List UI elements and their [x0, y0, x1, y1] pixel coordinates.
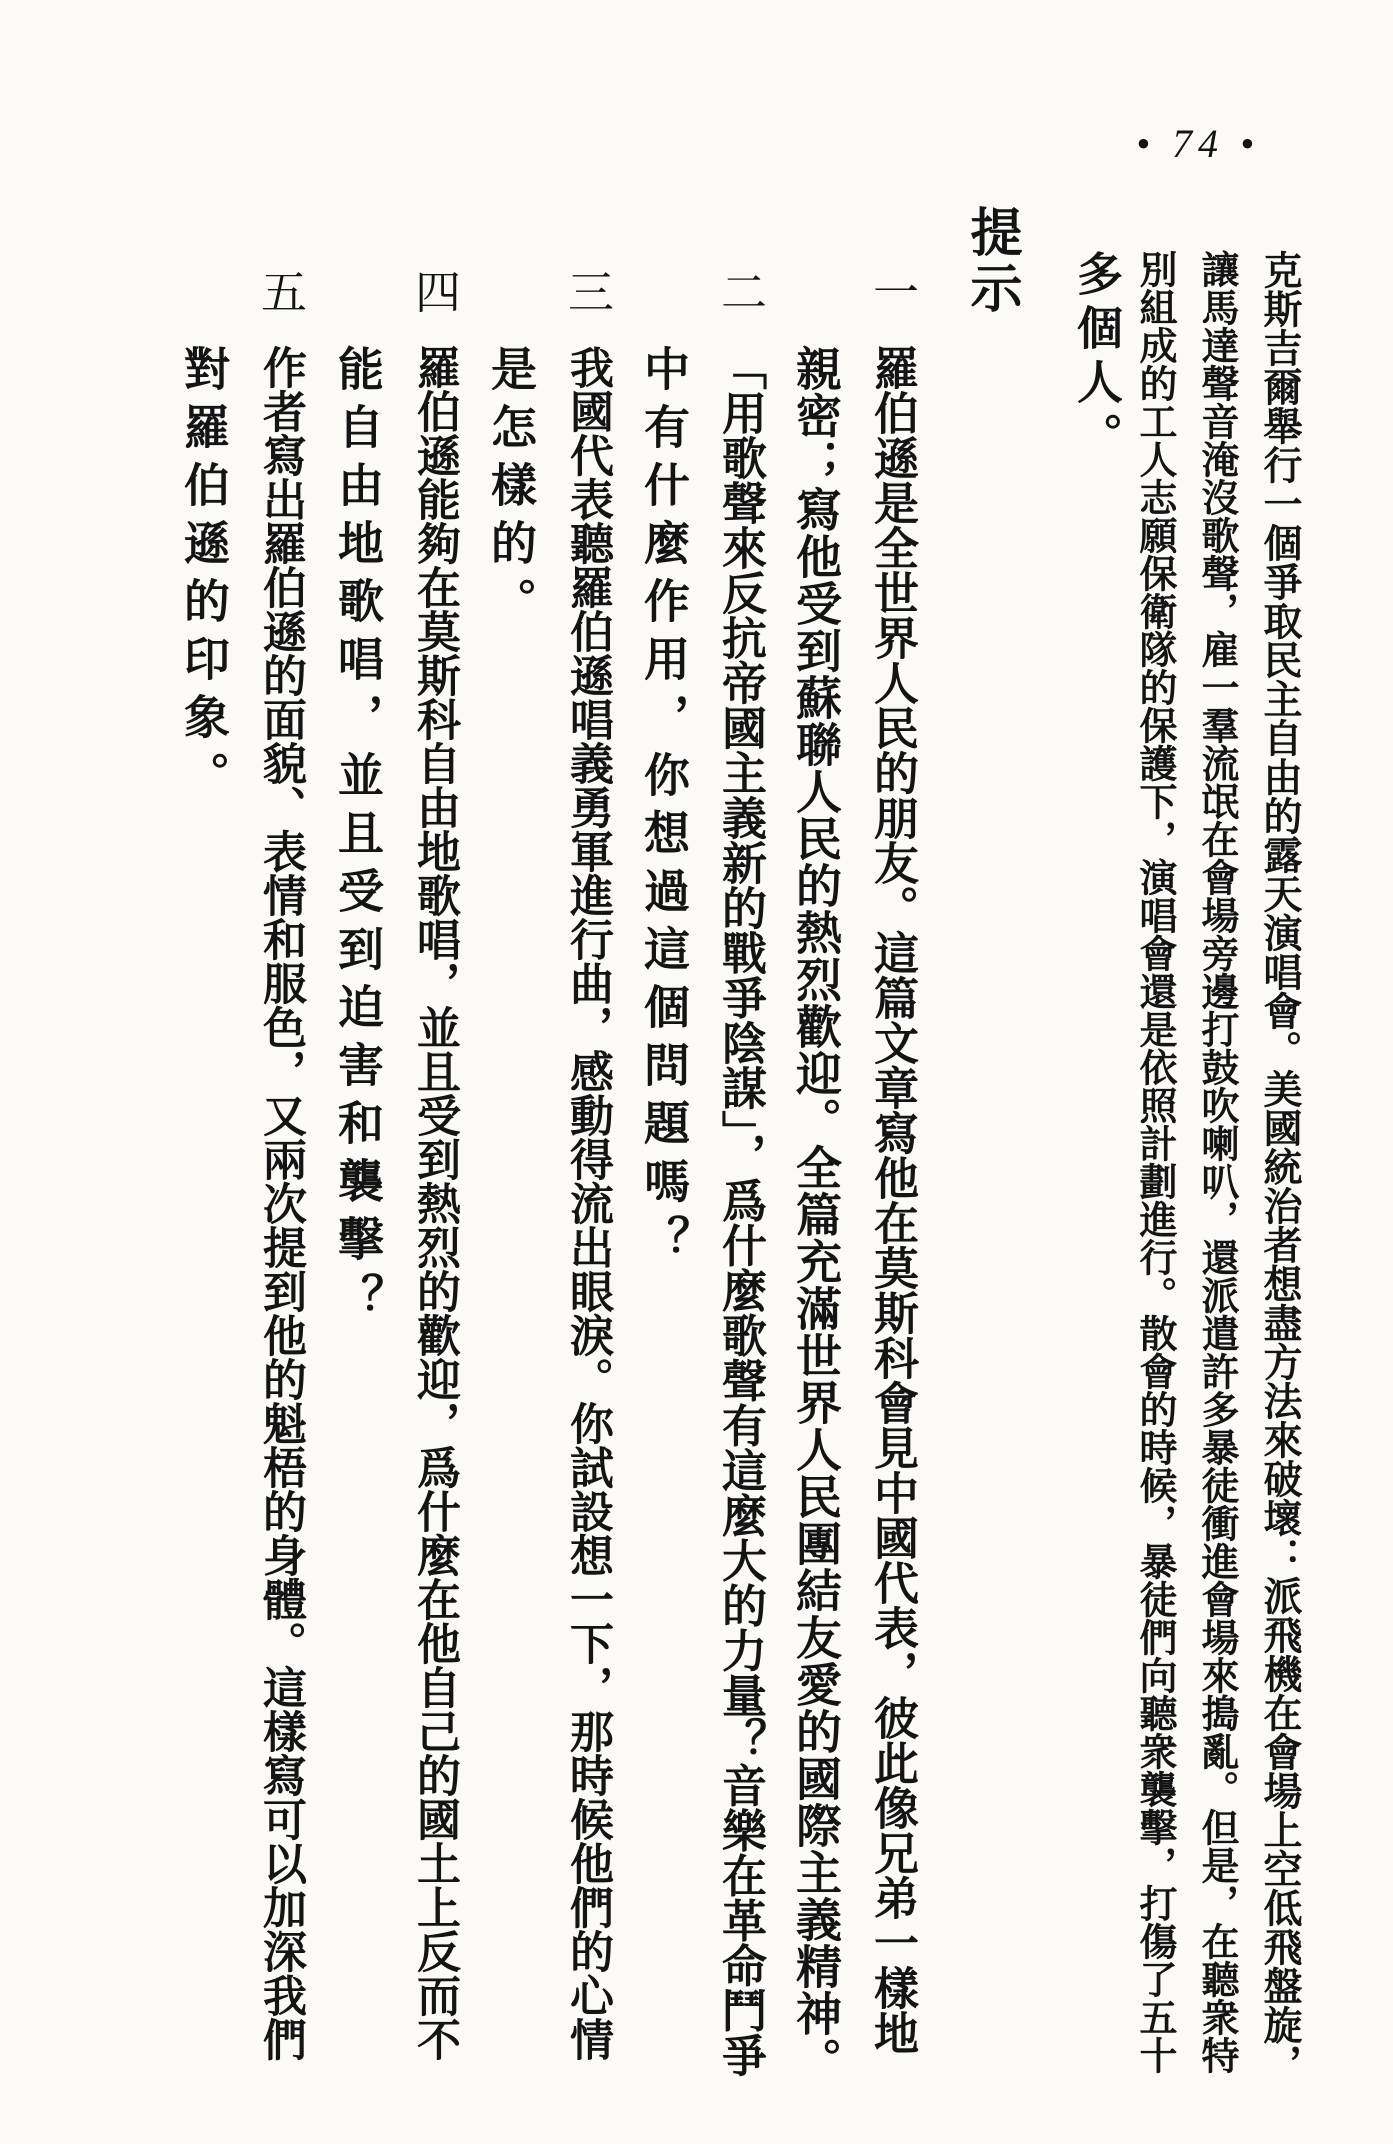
section-heading: 提示 [961, 205, 1022, 317]
prompt-1-line-2: 親密；寫他受到蘇聯人民的熱烈歡迎。全篇充滿世界人民團結友愛的國際主義精神。 [789, 345, 843, 2084]
page-number: • 74 • [1135, 121, 1260, 166]
prompt-3-line-1: 我國代表聽羅伯遜唱義勇軍進行曲，感動得流出眼淚。你試設想一下，那時候他們的心情 [562, 345, 613, 2061]
prompt-4-line-1: 羅伯遜能夠在莫斯科自由地歌唱，並且受到熱烈的歡迎，爲什麼在他自己的國土上反而不 [409, 345, 460, 2061]
passage-line-1: 克斯吉爾舉行一個爭取民主自由的露天演唱會。美國統治者想盡方法來破壞：派飛機在會場上空低飛盤旋， [1257, 250, 1303, 2083]
prompt-number-2: 二 [714, 268, 768, 314]
prompt-2-line-1: 「用歌聲來反抗帝國主義新的戰爭陰謀」，爲什麼歌聲有這麼大的力量？音樂在革命鬥爭 [714, 345, 767, 2078]
passage-line-4: 多個人。 [1070, 250, 1124, 466]
prompt-number-5: 五 [254, 268, 308, 314]
prompt-number-4: 四 [408, 268, 462, 314]
prompt-3-line-2: 是怎樣的。 [484, 345, 538, 635]
passage-line-3: 別組成的工人志願保衛隊的保護下，演唱會還是依照計劃進行。散會的時候，暴徒們向聽衆襲擊，打傷了五十 [1133, 250, 1178, 2074]
prompt-2-line-2: 中有什麼作用，你想過這個問題嗎？ [637, 345, 691, 1273]
prompt-number-3: 三 [561, 268, 615, 314]
passage-line-2: 讓馬達聲音淹沒歌聲，雇一羣流氓在會場旁邊打鼓吹喇叭，還派遣許多暴徒衝進會場來搗亂。但是，在聽衆特 [1195, 250, 1240, 2074]
prompt-5-line-1: 作者寫出羅伯遜的面貌、表情和服色，又兩次提到他的魁梧的身體。這樣寫可以加深我們 [255, 345, 306, 2061]
prompt-5-line-2: 對羅伯遜的印象。 [177, 345, 231, 809]
prompt-4-line-2: 能自由地歌唱，並且受到迫害和襲擊？ [331, 345, 385, 1331]
prompt-1-line-1: 羅伯遜是全世界人民的朋友。這篇文章寫他在莫斯科會見中國代表，彼此像兄弟一樣地 [866, 345, 919, 2055]
prompt-number-1: 一 [866, 268, 920, 314]
